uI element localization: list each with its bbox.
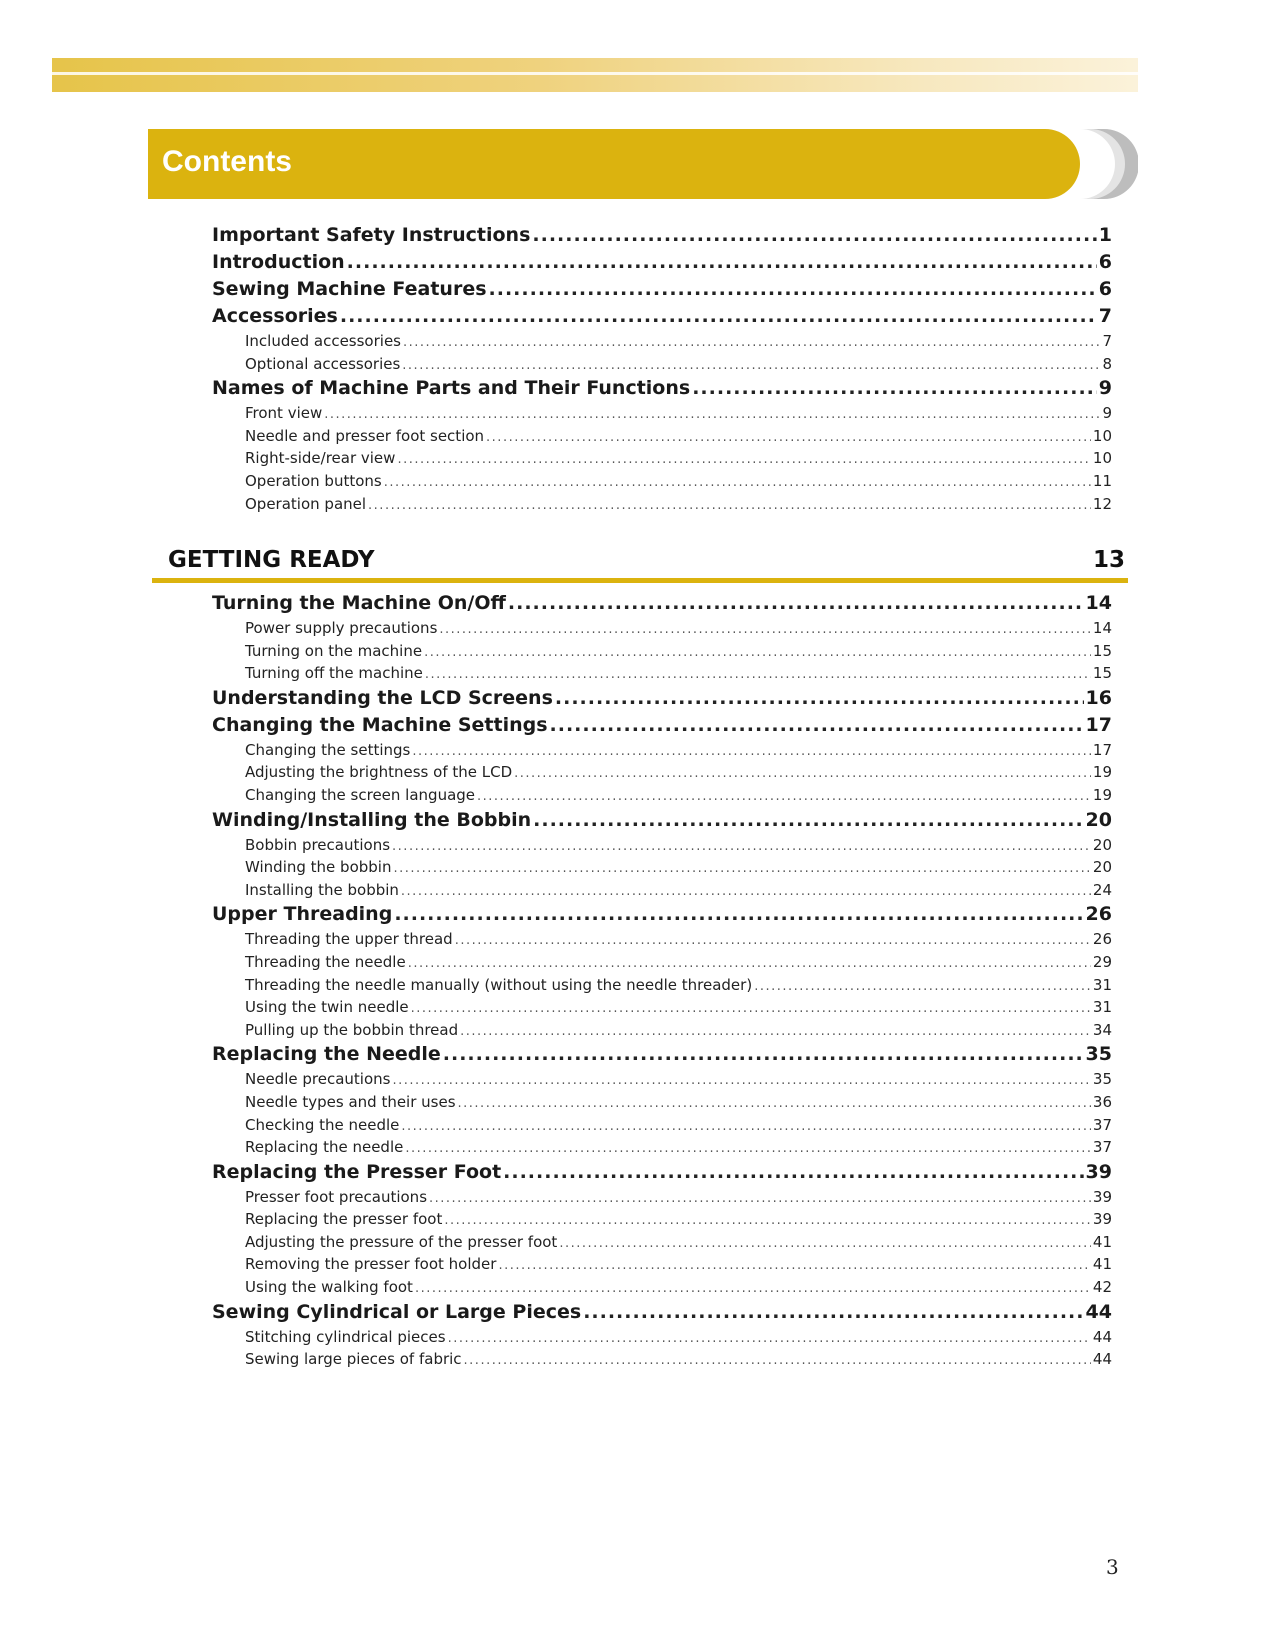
toc-subentry[interactable] (212, 951, 1112, 974)
toc-entry-title: Replacing the Presser Foot (212, 1160, 502, 1183)
toc-entry-title: Changing the Machine Settings (212, 713, 548, 736)
toc-subentry[interactable] (212, 834, 1112, 857)
toc-subentry[interactable] (212, 1136, 1112, 1159)
toc-subentry[interactable] (212, 640, 1112, 663)
toc-entry-title: Replacing the presser foot (245, 1210, 443, 1229)
dot-leader (401, 1116, 1091, 1137)
toc-entry-page: 14 (1085, 592, 1112, 614)
toc-section-list (212, 590, 1112, 1371)
toc-subentry[interactable] (212, 1253, 1112, 1276)
toc-entry[interactable] (212, 1299, 1112, 1326)
dot-leader (411, 998, 1091, 1019)
toc-entry-page: 9 (1102, 404, 1112, 423)
toc-top-list (212, 222, 1112, 515)
banner-cap-icon (1076, 129, 1138, 199)
toc-entry-title: Names of Machine Parts and Their Functions (212, 377, 691, 400)
toc-entry-title: Replacing the Needle (212, 1043, 441, 1066)
toc-entry-title: Checking the needle (245, 1115, 400, 1134)
dot-leader (392, 1070, 1090, 1091)
dot-leader (458, 1093, 1091, 1114)
toc-entry-page: 41 (1092, 1255, 1112, 1274)
dot-leader (392, 836, 1091, 857)
toc-entry-title: Stitching cylindrical pieces (245, 1327, 446, 1346)
dot-leader (455, 930, 1091, 951)
toc-entry-page: 34 (1092, 1020, 1112, 1039)
toc-subentry[interactable] (212, 1091, 1112, 1114)
dot-leader (429, 1188, 1091, 1209)
dot-leader (425, 664, 1091, 685)
toc-subentry[interactable] (212, 447, 1112, 470)
toc-entry-page: 20 (1085, 808, 1112, 831)
toc-entry-page: 12 (1092, 494, 1112, 513)
toc-entry-title: Presser foot precautions (245, 1187, 428, 1206)
dot-leader (324, 404, 1100, 425)
toc-entry-page: 36 (1092, 1092, 1112, 1111)
toc-entry-title: Needle and presser foot section (245, 426, 485, 445)
toc-entry-page: 15 (1092, 641, 1112, 660)
toc-subentry[interactable] (212, 1348, 1112, 1371)
toc-entry-title: Using the twin needle (245, 998, 409, 1017)
toc-subentry[interactable] (212, 1186, 1112, 1209)
toc-subentry[interactable] (212, 470, 1112, 493)
page-number: 3 (1106, 1555, 1119, 1579)
toc-subentry[interactable] (212, 1276, 1112, 1299)
toc-entry-page: 19 (1092, 763, 1112, 782)
toc-entry-title: Understanding the LCD Screens (212, 686, 553, 709)
toc-entry-title: Installing the bobbin (245, 880, 399, 899)
toc-entry-title: Needle types and their uses (245, 1092, 456, 1111)
section-divider (152, 578, 1128, 583)
dot-leader (412, 741, 1091, 762)
toc-entry-title: Using the walking foot (245, 1278, 413, 1297)
toc-entry-title: Operation panel (245, 494, 367, 513)
toc-entry-title: Needle precautions (245, 1070, 391, 1089)
dot-leader (347, 249, 1097, 276)
toc-entry-page: 44 (1092, 1327, 1112, 1346)
dot-leader (532, 222, 1096, 249)
toc-entry-title: Right-side/rear view (245, 449, 396, 468)
toc-subentry[interactable] (212, 1208, 1112, 1231)
toc-entry[interactable] (212, 1159, 1112, 1186)
dot-leader (559, 1233, 1091, 1254)
toc-entry-title: Turning off the machine (245, 664, 423, 683)
toc-entry-page: 15 (1092, 664, 1112, 683)
toc-entry-title: Removing the presser foot holder (245, 1255, 497, 1274)
toc-entry-title: Important Safety Instructions (212, 224, 531, 246)
dot-leader (477, 786, 1091, 807)
toc-entry-page: 44 (1092, 1350, 1112, 1369)
contents-banner (148, 129, 1080, 199)
dot-leader (533, 807, 1083, 834)
toc-entry-title: Sewing Machine Features (212, 278, 487, 300)
toc-entry-page: 29 (1092, 952, 1112, 971)
toc-entry-title: Threading the needle (245, 952, 406, 971)
dot-leader (460, 1021, 1091, 1042)
dot-leader (448, 1328, 1091, 1349)
toc-entry-title: Pulling up the bobbin thread (245, 1020, 459, 1039)
toc-entry-title: Changing the screen language (245, 785, 476, 804)
toc-entry-page: 6 (1098, 251, 1112, 273)
dot-leader (464, 1350, 1091, 1371)
toc-entry-title: Turning the Machine On/Off (212, 592, 506, 614)
toc-entry-title: Included accessories (245, 332, 401, 350)
toc-entry-page: 39 (1092, 1210, 1112, 1229)
toc-entry-title: Replacing the needle (245, 1138, 404, 1157)
toc-entry-page: 20 (1092, 835, 1112, 854)
decorative-header-stripe (52, 58, 1138, 92)
toc-entry-title: Power supply precautions (245, 619, 438, 637)
section-heading[interactable] (168, 540, 1125, 580)
toc-entry-page: 20 (1092, 858, 1112, 877)
dot-leader (489, 276, 1097, 303)
toc-subentry[interactable] (212, 996, 1112, 1019)
toc-subentry[interactable] (212, 353, 1112, 376)
dot-leader (340, 303, 1097, 330)
toc-subentry[interactable] (212, 493, 1112, 516)
toc-entry-title: Introduction (212, 251, 345, 273)
toc-subentry[interactable] (212, 1114, 1112, 1137)
toc-entry-title: Changing the settings (245, 740, 411, 759)
toc-entry-title: Upper Threading (212, 903, 393, 926)
toc-entry[interactable] (212, 375, 1112, 402)
toc-entry-title: Operation buttons (245, 471, 382, 490)
toc-entry-title: Sewing Cylindrical or Large Pieces (212, 1300, 582, 1323)
dot-leader (415, 1278, 1091, 1299)
toc-entry-page: 35 (1085, 1043, 1112, 1066)
dot-leader (754, 976, 1091, 997)
dot-leader (555, 685, 1084, 712)
toc-entry[interactable] (212, 807, 1112, 834)
toc-entry-title: Winding the bobbin (245, 858, 392, 877)
section-title: GETTING READY (168, 547, 375, 573)
toc-entry[interactable] (212, 685, 1112, 712)
dot-leader (408, 953, 1091, 974)
dot-leader (394, 901, 1083, 928)
toc-entry-page: 8 (1102, 354, 1112, 373)
toc-entry-page: 44 (1085, 1300, 1112, 1323)
toc-subentry[interactable] (212, 1326, 1112, 1349)
toc-entry-title: Threading the needle manually (without using the needle threader) (245, 975, 753, 994)
toc-entry-title: Optional accessories (245, 354, 401, 373)
toc-entry-page: 17 (1092, 740, 1112, 759)
toc-entry-page: 35 (1092, 1070, 1112, 1089)
toc-entry-page: 41 (1092, 1232, 1112, 1251)
toc-entry[interactable] (212, 590, 1112, 617)
toc-subentry[interactable] (212, 784, 1112, 807)
dot-leader (583, 1299, 1083, 1326)
toc-entry-page: 24 (1092, 880, 1112, 899)
dot-leader (368, 495, 1091, 516)
toc-entry[interactable] (212, 712, 1112, 739)
toc-subentry[interactable] (212, 617, 1112, 640)
toc-subentry[interactable] (212, 425, 1112, 448)
toc-entry[interactable] (212, 276, 1112, 303)
toc-subentry[interactable] (212, 974, 1112, 997)
dot-leader (692, 375, 1097, 402)
toc-entry-title: Accessories (212, 305, 338, 327)
toc-subentry[interactable] (212, 662, 1112, 685)
toc-entry[interactable] (212, 249, 1112, 276)
dot-leader (486, 427, 1091, 448)
toc-entry-page: 7 (1102, 332, 1112, 350)
toc-entry-page: 17 (1085, 713, 1112, 736)
toc-subentry[interactable] (212, 879, 1112, 902)
toc-entry-title: Front view (245, 404, 323, 423)
dot-leader (443, 1041, 1084, 1068)
toc-entry-title: Adjusting the brightness of the LCD (245, 763, 513, 782)
dot-leader (498, 1255, 1090, 1276)
toc-entry[interactable] (212, 901, 1112, 928)
toc-entry[interactable] (212, 222, 1112, 249)
toc-subentry[interactable] (212, 1231, 1112, 1254)
toc-entry-page: 31 (1092, 975, 1112, 994)
toc-entry-title: Turning on the machine (245, 641, 423, 660)
toc-subentry[interactable] (212, 1068, 1112, 1091)
dot-leader (384, 472, 1091, 493)
toc-subentry[interactable] (212, 856, 1112, 879)
toc-entry-page: 1 (1098, 224, 1112, 246)
toc-entry-page: 16 (1085, 686, 1112, 709)
toc-entry-title: Sewing large pieces of fabric (245, 1350, 462, 1369)
dot-leader (401, 881, 1091, 902)
toc-entry-page: 37 (1092, 1138, 1112, 1157)
dot-leader (444, 1210, 1091, 1231)
toc-entry-page: 14 (1092, 619, 1112, 637)
dot-leader (393, 858, 1090, 879)
toc-entry-page: 10 (1092, 449, 1112, 468)
dot-leader (405, 1138, 1091, 1159)
toc-subentry[interactable] (212, 761, 1112, 784)
dot-leader (550, 712, 1084, 739)
toc-entry-page: 26 (1085, 903, 1112, 926)
toc-entry-page: 11 (1092, 471, 1112, 490)
toc-entry-title: Threading the upper thread (245, 930, 453, 949)
page-title: Contents (162, 145, 292, 178)
dot-leader (514, 763, 1091, 784)
dot-leader (403, 332, 1100, 353)
toc-subentry[interactable] (212, 928, 1112, 951)
toc-entry-page: 42 (1092, 1278, 1112, 1297)
toc-entry-page: 39 (1092, 1187, 1112, 1206)
toc-entry-page: 37 (1092, 1115, 1112, 1134)
dot-leader (402, 355, 1100, 376)
toc-subentry[interactable] (212, 739, 1112, 762)
toc-entry-page: 6 (1098, 278, 1112, 300)
toc-entry-title: Bobbin precautions (245, 835, 391, 854)
toc-subentry[interactable] (212, 330, 1112, 353)
toc-entry-title: Winding/Installing the Bobbin (212, 808, 532, 831)
toc-subentry[interactable] (212, 402, 1112, 425)
toc-entry[interactable] (212, 1041, 1112, 1068)
toc-entry-page: 39 (1085, 1160, 1112, 1183)
toc-entry-page: 19 (1092, 785, 1112, 804)
toc-entry[interactable] (212, 303, 1112, 330)
toc-subentry[interactable] (212, 1019, 1112, 1042)
toc-entry-page: 26 (1092, 930, 1112, 949)
dot-leader (397, 449, 1090, 470)
dot-leader (503, 1159, 1083, 1186)
dot-leader (424, 642, 1091, 663)
toc-entry-page: 7 (1098, 305, 1112, 327)
toc-entry-page: 9 (1098, 377, 1112, 400)
dot-leader (439, 619, 1091, 640)
toc-entry-page: 31 (1092, 998, 1112, 1017)
section-page: 13 (1092, 547, 1125, 573)
toc-entry-page: 10 (1092, 426, 1112, 445)
dot-leader (508, 590, 1084, 617)
toc-entry-title: Adjusting the pressure of the presser foot (245, 1232, 558, 1251)
